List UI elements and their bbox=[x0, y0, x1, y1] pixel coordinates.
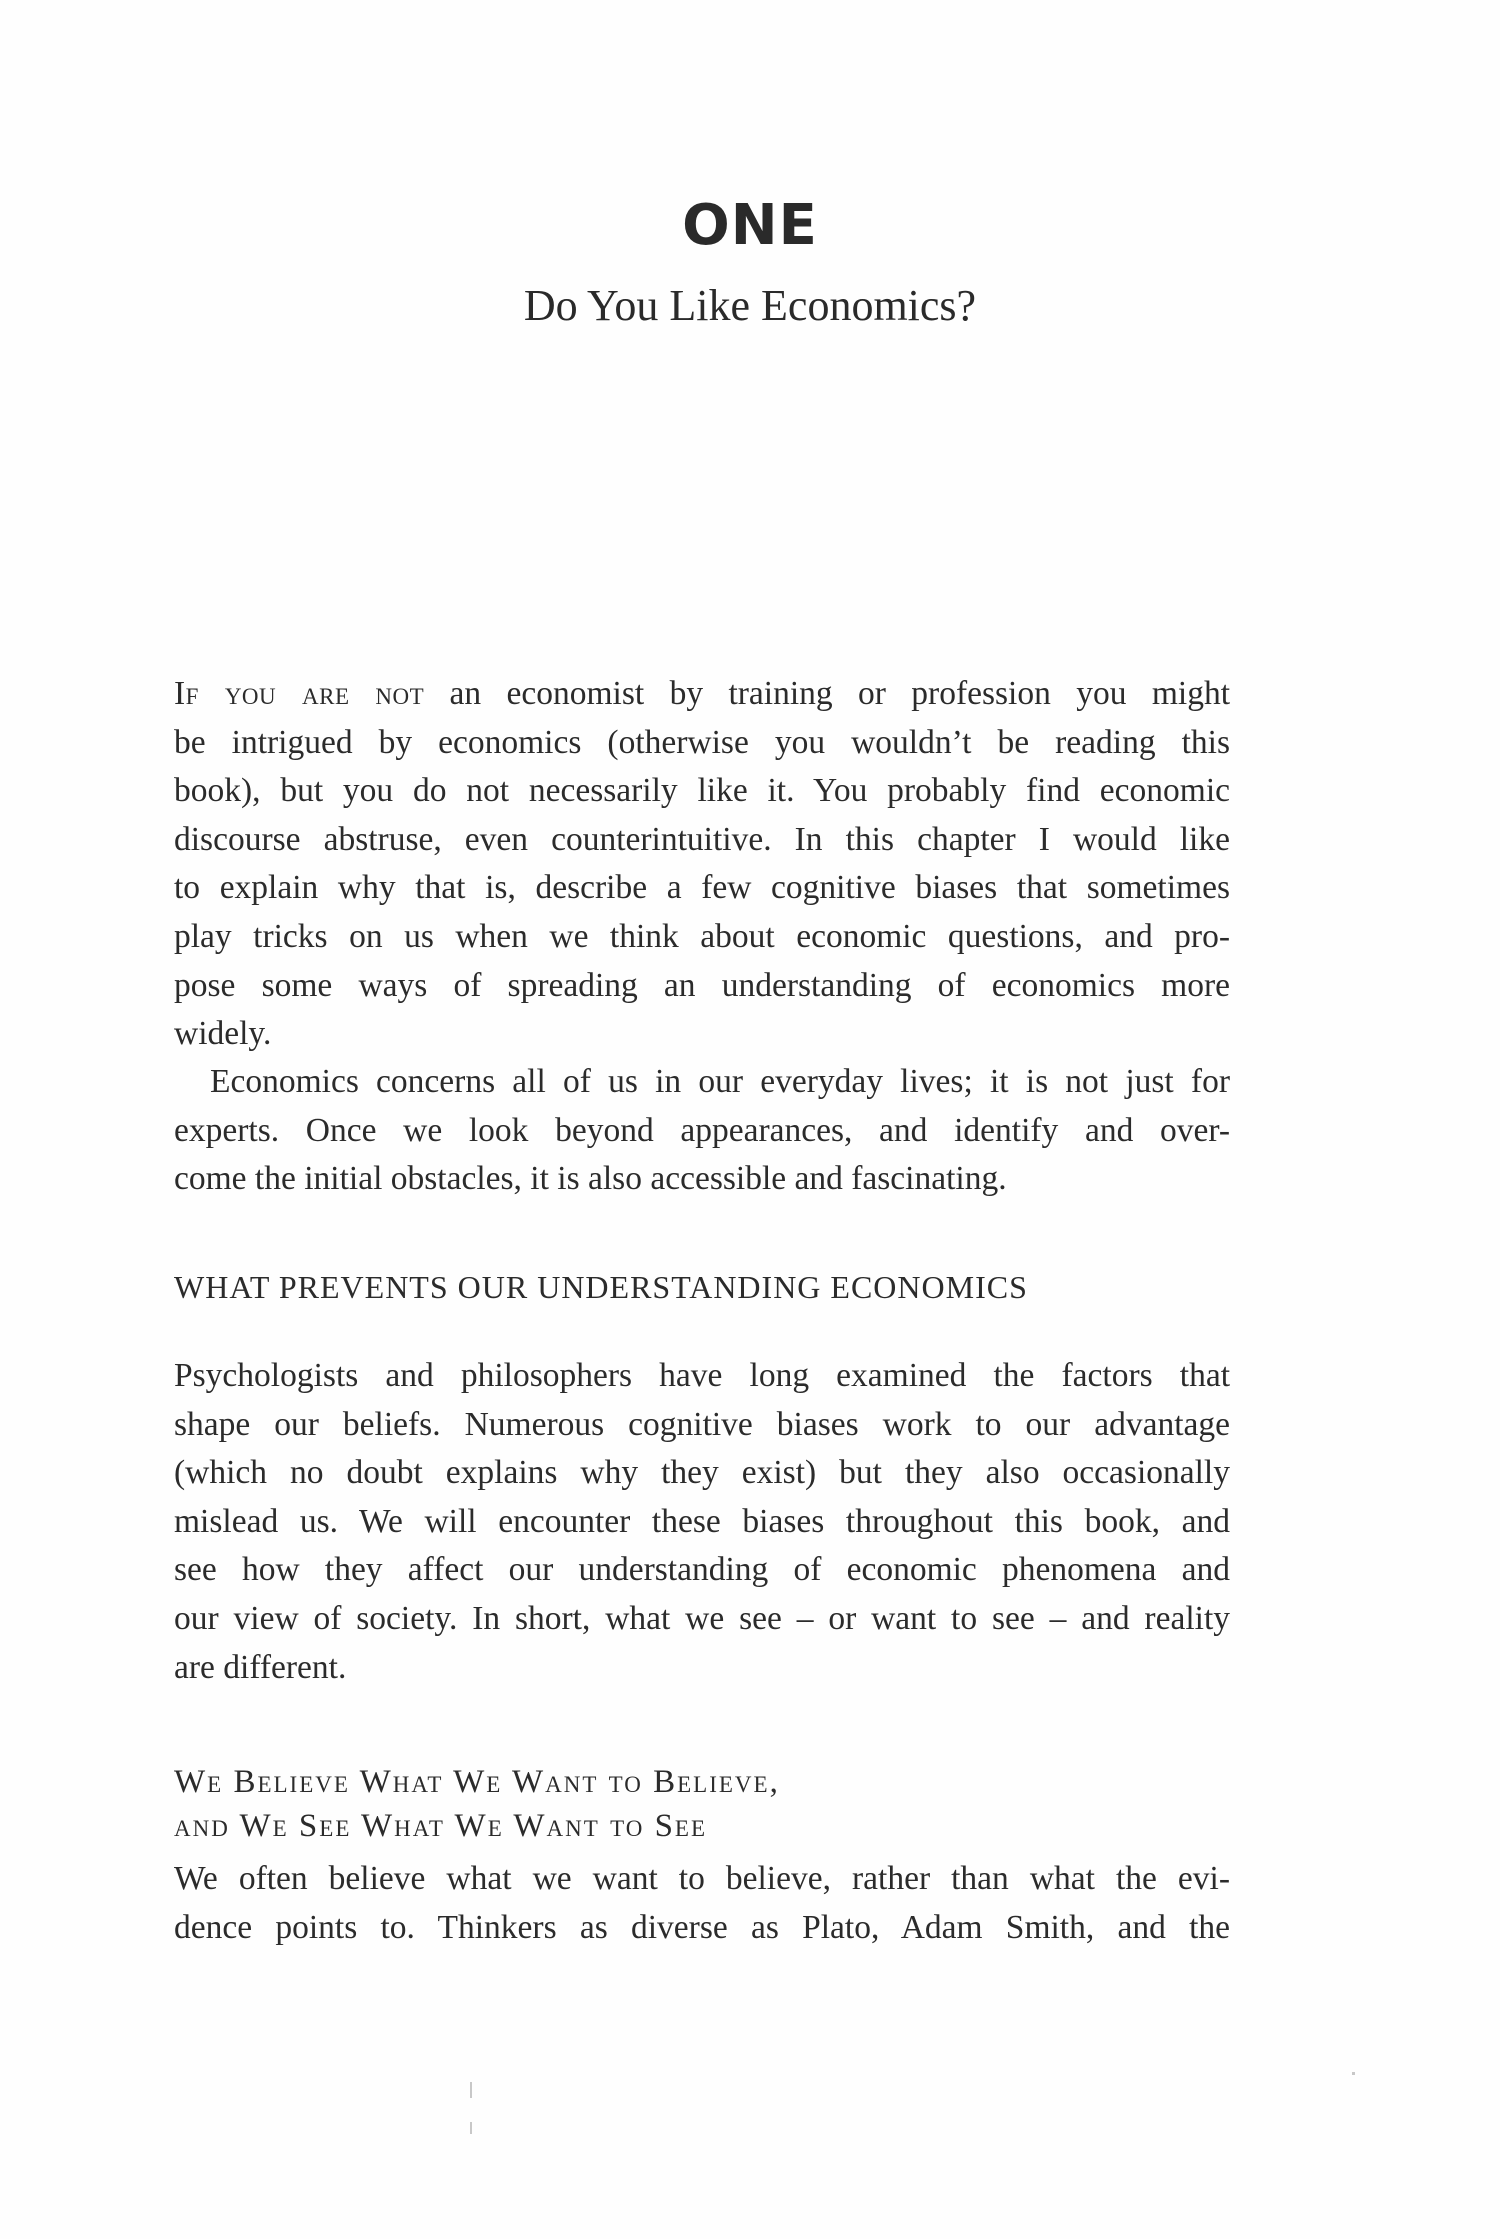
paragraph-line: Economics concerns all of us in our everyday lives; it is not just for bbox=[210, 1063, 1230, 1100]
paragraph-line: mislead us. We will encounter these biases throughout this book, and bbox=[174, 1502, 1230, 1540]
paragraph-line: shape our beliefs. Numerous cognitive biases work to our advantage bbox=[174, 1405, 1230, 1443]
paragraph-last-line: come the initial obstacles, it is also accessible and fascinating. bbox=[174, 1160, 1007, 1198]
scan-mark bbox=[470, 2122, 472, 2134]
paragraph-line: book), but you do not necessarily like it. You probably find economic bbox=[174, 772, 1230, 810]
paragraph-last-line: widely. bbox=[174, 1015, 272, 1053]
chapter-title: Do You Like Economics? bbox=[523, 281, 977, 330]
paragraph-line: We often believe what we want to believe, rather than what the evi- bbox=[174, 1860, 1230, 1897]
paragraph-line: pose some ways of spreading an understanding of economics more bbox=[174, 966, 1230, 1004]
paragraph-line: our view of society. In short, what we see – or want to see – and reality bbox=[174, 1599, 1230, 1637]
section-heading: WHAT PREVENTS OUR UNDERSTANDING ECONOMICS bbox=[174, 1269, 1028, 1305]
paragraph-line: to explain why that is, describe a few cognitive biases that sometimes bbox=[174, 869, 1230, 907]
chapter-number: ONE bbox=[682, 193, 818, 258]
paragraph-line: discourse abstruse, even counterintuitive. In this chapter I would like bbox=[174, 820, 1230, 858]
paragraph-line: be intrigued by economics (otherwise you wouldn’t be reading this bbox=[174, 723, 1230, 761]
paragraph-intro bbox=[174, 670, 1230, 1059]
paragraph-psychologists bbox=[174, 1352, 1230, 1692]
paragraph-line: Psychologists and philosophers have long examined the factors that bbox=[174, 1357, 1230, 1394]
paragraph-line: (which no doubt explains why they exist) but they also occasionally bbox=[174, 1454, 1230, 1492]
scan-mark bbox=[1352, 2072, 1355, 2075]
paragraph-line: dence points to. Thinkers as diverse as Plato, Adam Smith, and the bbox=[174, 1908, 1230, 1946]
scan-mark bbox=[470, 2082, 472, 2098]
paragraph-believe bbox=[174, 1855, 1230, 1952]
sub-heading-line: We Believe What We Want to Believe, bbox=[174, 1764, 780, 1800]
paragraph-line: If you are not an economist by training or profession you might bbox=[174, 675, 1231, 712]
paragraph-last-line: are different. bbox=[174, 1648, 347, 1686]
sub-heading-line: and We See What We Want to See bbox=[174, 1808, 708, 1844]
paragraph-everyday bbox=[174, 1058, 1230, 1204]
paragraph-line: play tricks on us when we think about economic questions, and pro- bbox=[174, 917, 1230, 955]
paragraph-line: see how they affect our understanding of economic phenomena and bbox=[174, 1551, 1230, 1589]
paragraph-line: experts. Once we look beyond appearances, and identify and over- bbox=[174, 1111, 1230, 1149]
sub-heading bbox=[174, 1760, 1274, 1848]
lead-in-small-caps: If you are not bbox=[174, 675, 425, 712]
